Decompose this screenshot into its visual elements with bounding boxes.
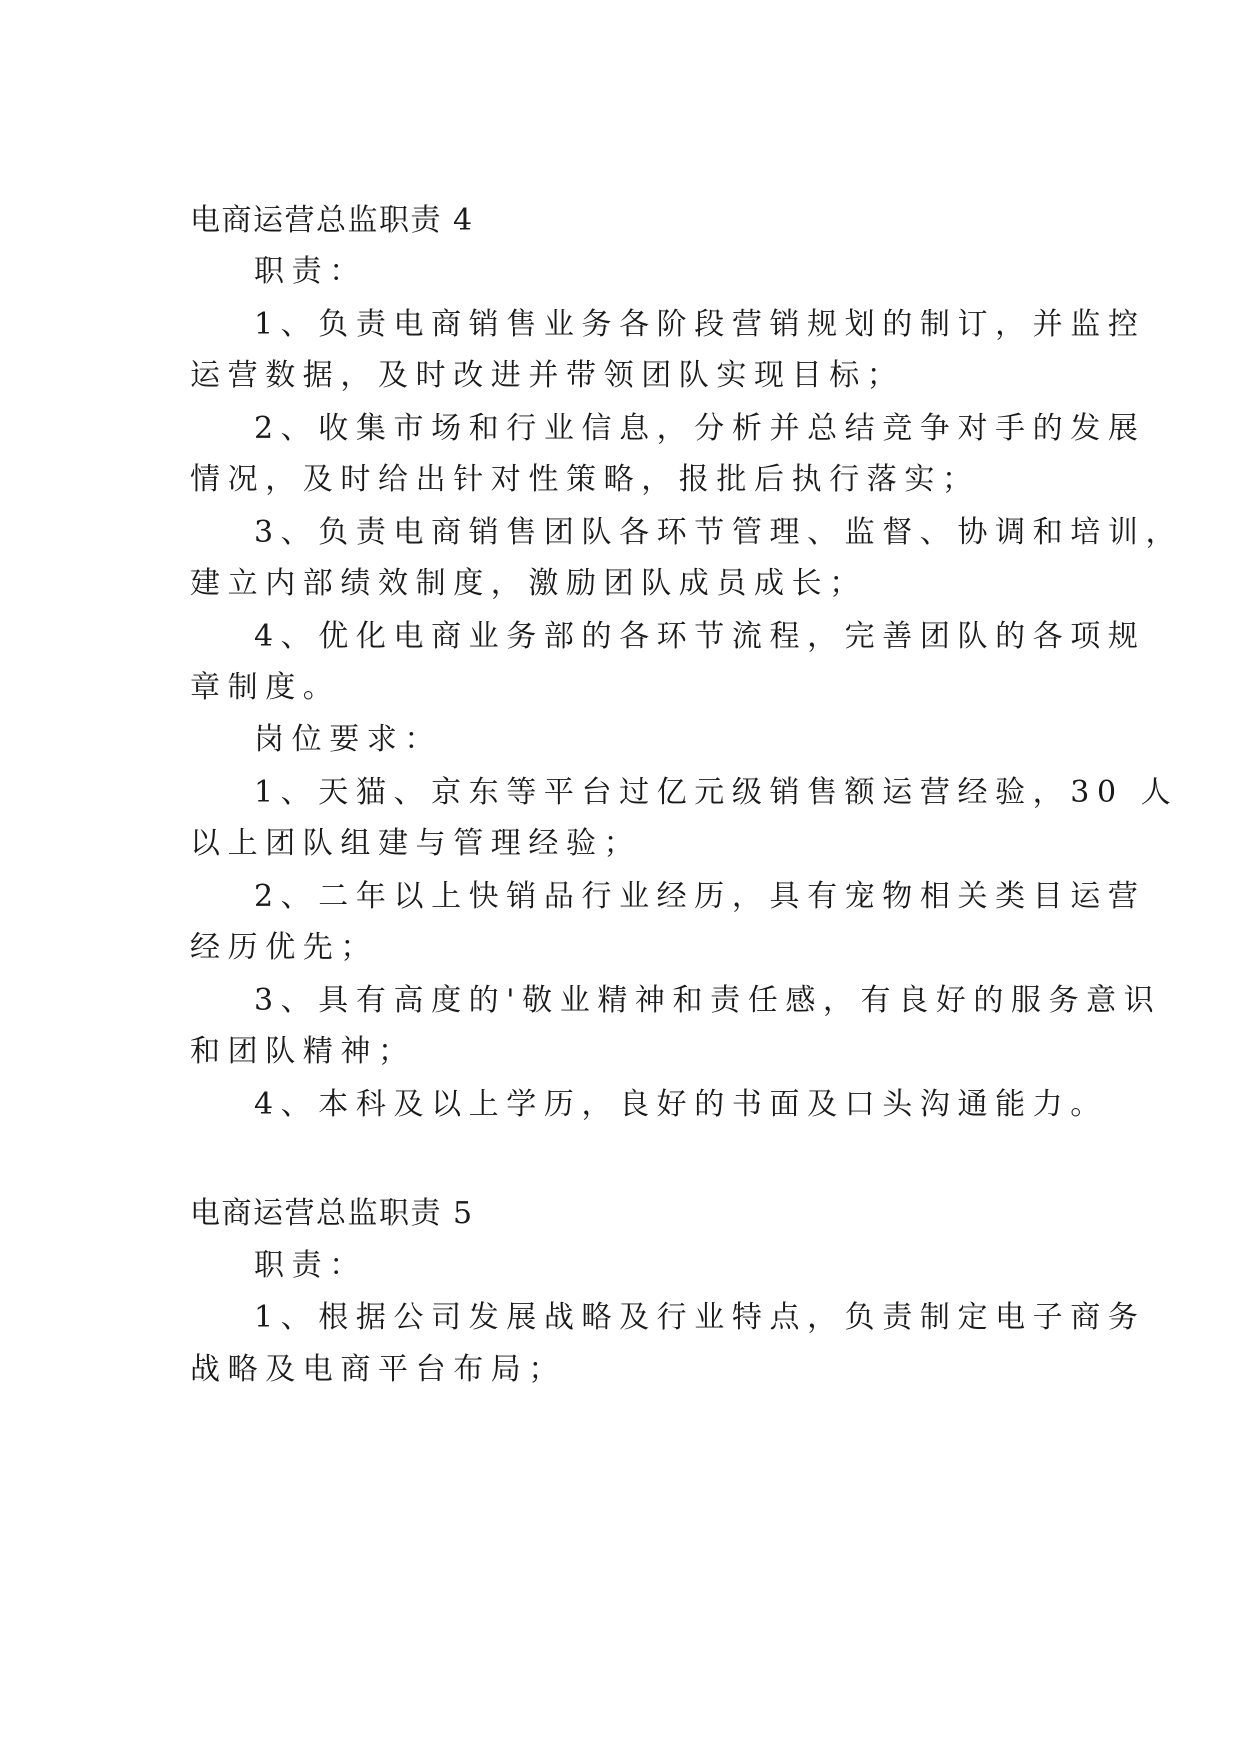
- duty-item-1-line-2: 战略及电商平台布局；: [190, 1352, 566, 1387]
- duty-item-4-line-1: 4、优化电商业务部的各环节流程，完善团队的各项规: [254, 619, 1146, 654]
- requirements-label: 岗位要求：: [254, 722, 442, 757]
- duty-item-3-line-2: 建立内部绩效制度，激励团队成员成长；: [190, 566, 867, 601]
- duties-label: 职责：: [254, 1248, 367, 1283]
- section-heading: 电商运营总监职责 4: [190, 203, 474, 238]
- requirement-item-3-line-1: 3、具有高度的'敬业精神和责任感，有良好的服务意识: [254, 983, 1162, 1018]
- duty-item-1-line-1: 1、根据公司发展战略及行业特点，负责制定电子商务: [254, 1300, 1146, 1335]
- requirement-item-1-line-1: 1、天猫、京东等平台过亿元级销售额运营经验，30 人: [254, 775, 1179, 810]
- duty-item-2-line-1: 2、收集市场和行业信息，分析并总结竞争对手的发展: [254, 411, 1146, 446]
- requirement-item-2-line-1: 2、二年以上快销品行业经历，具有宠物相关类目运营: [254, 879, 1146, 914]
- requirement-item-3-line-2: 和团队精神；: [190, 1034, 416, 1069]
- requirement-item-4-line-1: 4、本科及以上学历，良好的书面及口头沟通能力。: [254, 1087, 1108, 1122]
- duty-item-2-line-2: 情况，及时给出针对性策略，报批后执行落实；: [190, 462, 980, 497]
- section-heading: 电商运营总监职责 5: [190, 1196, 474, 1231]
- duty-item-1-line-2: 运营数据，及时改进并带领团队实现目标；: [190, 358, 905, 393]
- duty-item-3-line-1: 3、负责电商销售团队各环节管理、监督、协调和培训，: [254, 515, 1184, 550]
- requirement-item-1-line-2: 以上团队组建与管理经验；: [190, 826, 642, 861]
- duty-item-4-line-2: 章制度。: [190, 670, 341, 705]
- duties-label: 职责：: [254, 254, 367, 289]
- requirement-item-2-line-2: 经历优先；: [190, 930, 378, 965]
- duty-item-1-line-1: 1、负责电商销售业务各阶段营销规划的制订，并监控: [254, 307, 1146, 342]
